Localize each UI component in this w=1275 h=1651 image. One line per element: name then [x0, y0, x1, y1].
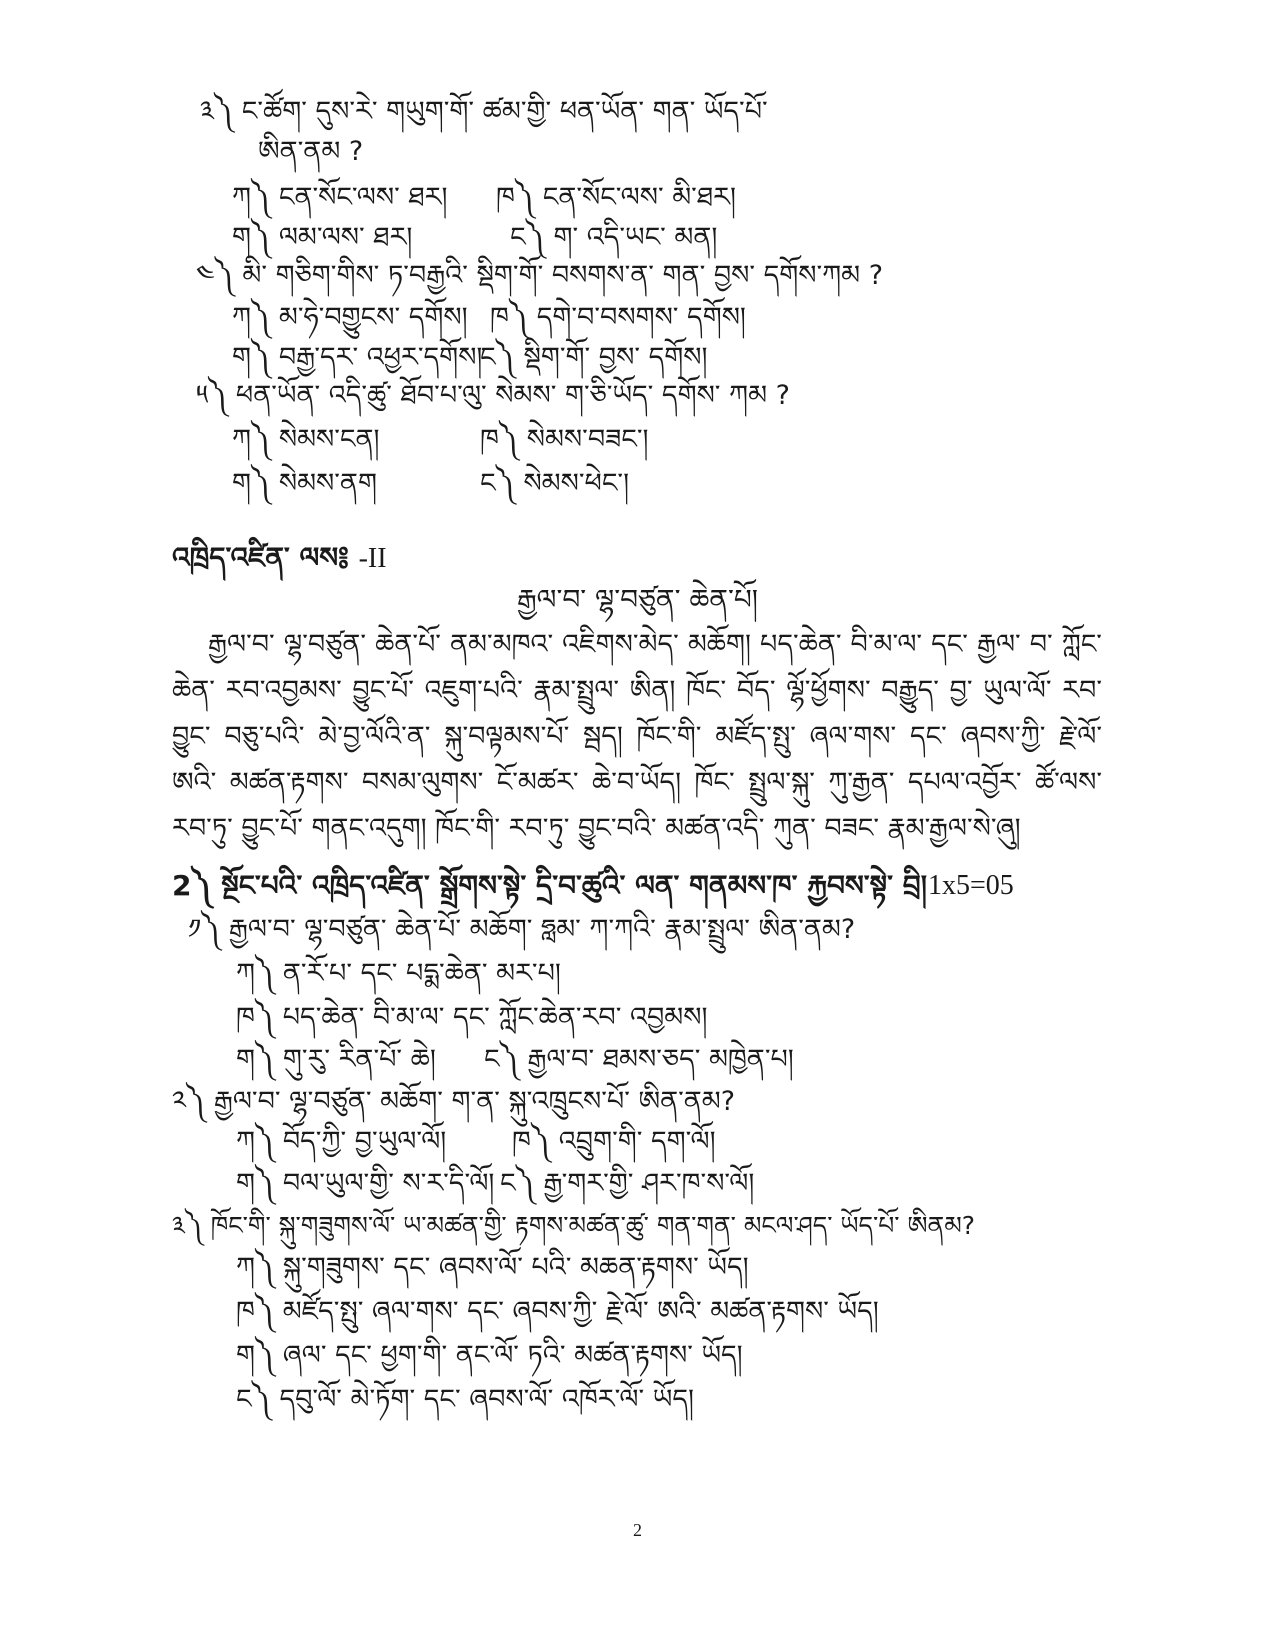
option-label: ག༽ — [236, 1340, 275, 1371]
question-3 — [200, 92, 768, 132]
option-a — [236, 1248, 749, 1288]
section-heading — [172, 538, 387, 579]
option-b — [236, 998, 707, 1038]
option-text: སེམས་ནག — [278, 468, 377, 499]
option-text: མ་ཧེ་བགྱུངས་ དགོས། — [278, 302, 468, 333]
instruction-text: 2༽ སྔོང་པའི་ འཁྲིད་འཛིན་ སྒྲོགས་སྟེ་ དྲི་བ་ཚུའི་ ལན་ གནམས་ཁ་ རྐྱབས་སྟེ་ བྲི། — [172, 869, 927, 902]
option-label: ཁ༽ — [236, 1002, 275, 1033]
option-label: ང༽ — [480, 468, 515, 499]
question-number: ༣༽ — [172, 1211, 203, 1240]
question-3-section2 — [172, 1206, 975, 1246]
question-text: ཁོང་གི་ སྐུ་གཟུགས་ལོ་ ཡ་མཚན་གྱི་ རྟགས་མཚན་ཚུ་ གན་གན་ མངལ་ཤད་ ཡོད་པོ་ ཨིནམ? — [210, 1211, 976, 1240]
option-text: འབྲུག་གི་ དག་ལོ། — [558, 1126, 716, 1157]
option-row — [232, 464, 630, 504]
option-label: ཁ༽ — [496, 182, 535, 213]
option-text: བརྒྱ་དར་ འཕྱར་དགོས། — [278, 342, 483, 373]
option-label: ཀ༽ — [232, 424, 271, 455]
option-label: ཀ༽ — [232, 182, 271, 213]
option-label: ག༽ — [236, 1044, 275, 1075]
question-5 — [196, 376, 790, 416]
option-text: སེམས་ཕེང་། — [523, 468, 630, 499]
option-label: ག༽ — [232, 468, 271, 499]
question-number: ༤༽ — [196, 260, 234, 291]
option-text: བོད་ཀྱི་ བྱ་ཡུལ་ལོ། — [282, 1126, 447, 1157]
question-number: ༣༽ — [200, 96, 234, 127]
option-label: ང༽ — [500, 1168, 535, 1199]
option-a — [236, 954, 561, 994]
option-text: ཞལ་ དང་ ཕྱག་གི་ ནང་ལོ་ ཏའི་ མཚན་རྟགས་ ཡོད། — [282, 1340, 743, 1371]
option-text: ལམ་ལས་ ཐར། — [278, 222, 413, 253]
option-row — [236, 1122, 716, 1162]
option-row — [232, 338, 708, 378]
option-text: པད་ཆེན་ བི་མ་ལ་ དང་ ཀློང་ཆེན་རབ་ འབྱམས། — [282, 1002, 708, 1033]
option-text: དགེ་བ་བསགས་ དགོས། — [536, 302, 746, 333]
option-label: ང༽ — [236, 1384, 271, 1415]
option-label: ཀ༽ — [236, 1252, 275, 1283]
option-text: ག་ འདི་ཡང་ མན། — [553, 222, 718, 253]
option-label: ཁ༽ — [512, 1126, 551, 1157]
question-3-continued: ཨིན་ནམ ? — [258, 136, 364, 167]
question-text: ཕན་ཡོན་ འདི་ཚུ་ ཐོབ་པ་ལུ་ སེམས་ ག་ཅི་ཡོད་ དགོས་ ཀམ ? — [235, 380, 790, 411]
option-b — [236, 1292, 879, 1332]
question-number: ༡༽ — [188, 914, 221, 945]
option-label: ང༽ — [484, 1044, 519, 1075]
option-d — [236, 1380, 694, 1420]
option-label: ཁ༽ — [490, 302, 529, 333]
option-row — [232, 298, 746, 338]
option-text: སེམས་བཟང་། — [526, 424, 649, 455]
option-text: ན་རོ་པ་ དང་ པདྨ་ཆེན་ མར་པ། — [282, 958, 561, 989]
question-2 — [172, 1082, 735, 1122]
option-text: སྡིག་གོ་ བྱས་ དགོས། — [523, 342, 708, 373]
option-text: ངན་སོང་ལས་ ཐར། — [278, 182, 448, 213]
option-text: སེམས་ངན། — [278, 424, 380, 455]
option-label: ཀ༽ — [236, 1126, 275, 1157]
section-heading-text: འཁྲིད་འཛིན་ ལས༔ — [172, 541, 349, 574]
option-label: ག༽ — [236, 1168, 275, 1199]
option-text: སྐུ་གཟུགས་ དང་ ཞབས་ལོ་ པའི་ མཆན་རྟགས་ ཡོད། — [282, 1252, 749, 1283]
paragraph-body: བ་ ཀློང་ཆེན་ རབ་འབྱམས་ བྱུང་པོ་ འཇུག་པའི་ རྣམ་སྤྲུལ་ ཨིན། ཁོང་ བོད་ ལྷོ་ཕྱོགས་ བརྒྱུད་ བྱ་ ཡུལ་ལོ་ རབ་བྱུང་ བཅུ་པའི་ མེ་བྱ་ལོའི་ན་ སྐུ་བལྟམས་པོ་ སྦད། ཁོང་གི་ མཛོད་སྤུ་ ཞལ་གས་ དང་ ཞབས་ཀྱི་ རྗེ་ལོ་ ཨའི་ མཚན་རྟགས་ བསམ་ལུགས་ ངོ་མཚར་ ཆེ་བ་ཡོད། ཁོང་ སྤྲུལ་སྐུ་ ཀུ་རྒྱན་ དཔལ་འབྱོར་ ཚོ་ལས་ རབ་ཏུ་ བྱུང་པོ་ གནང་འདུག། ཁོང་གི་ རབ་ཏུ་ བྱུང་བའི་ མཚན་འདི་ ཀུན་ བཟང་ རྣམ་རྒྱལ་སེ་ཞུ། — [172, 629, 1102, 844]
option-row — [236, 1164, 755, 1204]
option-text: བལ་ཡུལ་གྱི་ ས་ར་དི་ལོ། — [282, 1168, 495, 1199]
instruction-line — [172, 866, 1014, 906]
option-label: ཁ༽ — [236, 1296, 275, 1327]
question-4 — [196, 256, 883, 296]
option-text: རྒྱ་གར་གྱི་ ཤར་ཁ་ས་ལོ། — [543, 1168, 755, 1199]
option-label: ཁ༽ — [480, 424, 519, 455]
paragraph-first-line: རྒྱལ་བ་ ལྷ་བཙུན་ ཆེན་པོ་ ནམ་མཁའ་ འཇིགས་མེད་ མཆོག། པད་ཆེན་ བི་མ་ལ་ དང་ རྒྱལ་ — [208, 629, 1021, 660]
option-row — [232, 218, 718, 258]
question-text: མི་ གཅིག་གིས་ ཏ་བརྒྱའི་ སྡིག་གོ་ བསགས་ན་ གན་ བྱས་ དགོས་ཀམ ? — [242, 260, 884, 291]
option-label: ང༽ — [510, 222, 545, 253]
option-label: ཀ༽ — [236, 958, 275, 989]
question-1 — [188, 910, 855, 950]
marks: 1x5=05 — [928, 870, 1014, 901]
option-text: ངན་སོང་ལས་ མི་ཐར། — [542, 182, 736, 213]
option-text: མཛོད་སྤུ་ ཞལ་གས་ དང་ ཞབས་ཀྱི་ རྗེ་ལོ་ ཨའི་ མཚན་རྟགས་ ཡོད། — [282, 1296, 879, 1327]
question-text: རྒྱལ་བ་ ལྷ་བཙུན་ ཆེན་པོ་ མཆོག་ ཧླམ་ ཀ་ཀའི་ རྣམ་སྤྲུལ་ ཨིན་ནམ? — [228, 914, 856, 945]
page-number: 2 — [633, 1520, 642, 1540]
option-row — [236, 1040, 794, 1080]
option-label: ག༽ — [232, 222, 271, 253]
passage-title: རྒྱལ་བ་ ལྷ་བཙུན་ ཆེན་པོ། — [516, 583, 759, 616]
question-text: ང་ཚོག་ དུས་རེ་ གཡུག་གོ་ ཚམ་གྱི་ ཕན་ཡོན་ གན་ ཡོད་པོ་ — [241, 96, 768, 127]
question-number: ༥༽ — [196, 380, 228, 411]
option-row — [232, 178, 736, 218]
option-text: རྒྱལ་བ་ ཐམས་ཅད་ མཁྱེན་པ། — [527, 1044, 794, 1075]
option-label: ཀ༽ — [232, 302, 271, 333]
option-row — [232, 420, 649, 460]
option-text: གུ་རུ་ རིན་པོ་ ཆེ། — [282, 1044, 436, 1075]
question-text: རྒྱལ་བ་ ལྷ་བཙུན་ མཆོག་ ག་ན་ སྐུ་འཁྲུངས་པོ་ ཨིན་ནམ? — [213, 1086, 736, 1117]
option-text: དབུ་ལོ་ མེ་ཏོག་ དང་ ཞབས་ལོ་ འཁོར་ལོ་ ཡོད། — [279, 1384, 694, 1415]
section-heading-suffix: -II — [358, 543, 387, 574]
option-label: ག༽ — [232, 342, 271, 373]
option-label: ང༽ — [480, 342, 515, 373]
passage-paragraph — [172, 622, 1102, 852]
question-number: ༢༽ — [172, 1086, 206, 1117]
option-c — [236, 1336, 743, 1376]
